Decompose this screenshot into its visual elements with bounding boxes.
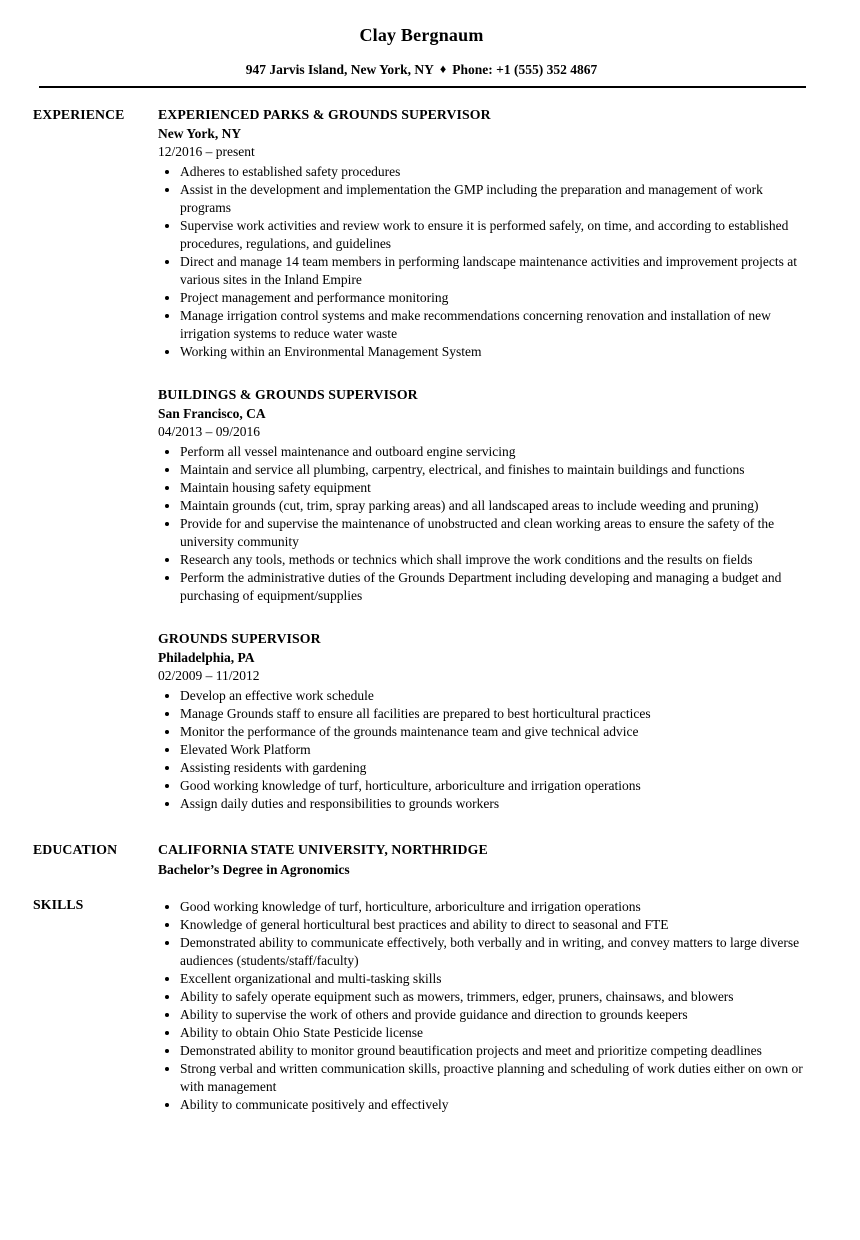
job-entry-3 <box>158 630 810 813</box>
bullet-item: • Excellent organizational and multi-tasking skills <box>180 970 810 988</box>
job-location: New York, NY <box>158 126 242 141</box>
bullet-item: • Manage irrigation control systems and make recommendations concerning renovation and installation of new irrigation systems to reduce water waste <box>180 307 810 343</box>
bullet-item: • Maintain housing safety equipment <box>180 479 810 497</box>
skills-section <box>33 896 810 1114</box>
bullet-item: • Provide for and supervise the maintenance of unobstructed and clean working areas to ensure the safety of the university community <box>180 515 810 551</box>
skills-list <box>158 898 810 1114</box>
header-divider <box>39 86 806 88</box>
education-school: CALIFORNIA STATE UNIVERSITY, NORTHRIDGE <box>158 842 488 857</box>
job-dates: 12/2016 – present <box>158 144 255 159</box>
job-bullet-list <box>158 687 810 813</box>
bullet-item: • Good working knowledge of turf, horticulture, arboriculture and irrigation operations <box>180 898 810 916</box>
candidate-name: Clay Bergnaum <box>359 25 484 45</box>
bullet-item: • Good working knowledge of turf, horticulture, arboriculture and irrigation operations <box>180 777 810 795</box>
experience-body <box>158 106 810 813</box>
job-location: San Francisco, CA <box>158 406 266 421</box>
bullet-item: • Direct and manage 14 team members in performing landscape maintenance activities and improvement projects at various sites in the Inland Empire <box>180 253 810 289</box>
education-body <box>158 841 810 879</box>
bullet-item: • Demonstrated ability to communicate effectively, both verbally and in writing, and convey matters to large diverse audiences (students/staff/faculty) <box>180 934 810 970</box>
diamond-icon: ♦ <box>439 62 447 76</box>
bullet-item: • Develop an effective work schedule <box>180 687 810 705</box>
job-dates: 02/2009 – 11/2012 <box>158 668 260 683</box>
bullet-item: • Maintain and service all plumbing, carpentry, electrical, and finishes to maintain buildings and functions <box>180 461 810 479</box>
job-entry-1 <box>158 106 810 361</box>
skills-body <box>158 896 810 1114</box>
resume-header <box>33 24 810 88</box>
bullet-item: • Manage Grounds staff to ensure all facilities are prepared to best horticultural practices <box>180 705 810 723</box>
bullet-item: • Supervise work activities and review work to ensure it is performed safely, on time, and according to established procedures, regulations, and guidelines <box>180 217 810 253</box>
bullet-item: • Assign daily duties and responsibilities to grounds workers <box>180 795 810 813</box>
bullet-item: • Demonstrated ability to monitor ground beautification projects and meet and prioritize competing deadlines <box>180 1042 810 1060</box>
education-label: EDUCATION <box>33 842 118 857</box>
job-location: Philadelphia, PA <box>158 650 255 665</box>
contact-phone: Phone: +1 (555) 352 4867 <box>452 62 598 77</box>
bullet-item: • Ability to supervise the work of others and provide guidance and direction to grounds keepers <box>180 1006 810 1024</box>
bullet-item: • Knowledge of general horticultural best practices and ability to direct to seasonal and FTE <box>180 916 810 934</box>
skills-label: SKILLS <box>33 897 84 912</box>
bullet-item: • Monitor the performance of the grounds maintenance team and give technical advice <box>180 723 810 741</box>
bullet-item: • Adheres to established safety procedures <box>180 163 810 181</box>
bullet-item: • Ability to obtain Ohio State Pesticide license <box>180 1024 810 1042</box>
bullet-item: • Working within an Environmental Management System <box>180 343 810 361</box>
bullet-item: • Research any tools, methods or technics which shall improve the work conditions and the results on fields <box>180 551 810 569</box>
bullet-item: • Project management and performance monitoring <box>180 289 810 307</box>
bullet-item: • Elevated Work Platform <box>180 741 810 759</box>
bullet-item: • Assist in the development and implementation the GMP including the preparation and management of work programs <box>180 181 810 217</box>
bullet-item: • Perform the administrative duties of the Grounds Department including developing and managing a budget and purchasing of equipment/supplies <box>180 569 810 605</box>
experience-section <box>33 106 810 813</box>
bullet-item: • Perform all vessel maintenance and outboard engine servicing <box>180 443 810 461</box>
bullet-item: • Assisting residents with gardening <box>180 759 810 777</box>
job-bullet-list <box>158 443 810 605</box>
bullet-item: • Ability to communicate positively and effectively <box>180 1096 810 1114</box>
contact-address: 947 Jarvis Island, New York, NY <box>245 62 434 77</box>
job-bullet-list <box>158 163 810 361</box>
experience-label: EXPERIENCE <box>33 107 125 122</box>
bullet-item: • Maintain grounds (cut, trim, spray parking areas) and all landscaped areas to include weeding and pruning) <box>180 497 810 515</box>
job-title: BUILDINGS & GROUNDS SUPERVISOR <box>158 387 418 402</box>
job-entry-2 <box>158 386 810 605</box>
job-title: EXPERIENCED PARKS & GROUNDS SUPERVISOR <box>158 107 491 122</box>
bullet-item: • Ability to safely operate equipment such as mowers, trimmers, edger, pruners, chainsaws, and blowers <box>180 988 810 1006</box>
bullet-item: • Strong verbal and written communication skills, proactive planning and scheduling of work duties either on own or with management <box>180 1060 810 1096</box>
job-title: GROUNDS SUPERVISOR <box>158 631 321 646</box>
job-dates: 04/2013 – 09/2016 <box>158 424 261 439</box>
education-degree: Bachelor’s Degree in Agronomics <box>158 862 350 877</box>
education-section <box>33 841 810 879</box>
contact-line <box>33 61 810 79</box>
